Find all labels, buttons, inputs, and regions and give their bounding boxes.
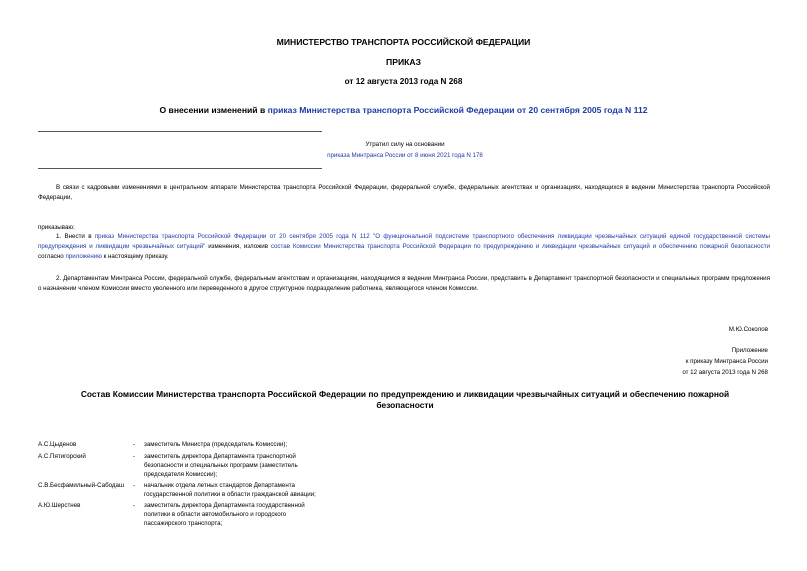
member-name: С.В.Бесфамильный-Сабодаш (38, 482, 124, 489)
preamble: В связи с кадровыми изменениями в центральном аппарате Министерства транспорта Российской Федерации, федеральной службе, федеральных агентствах и организациях, находящихся в ведении Министерства транспорта Российской Федерации, (38, 184, 770, 201)
item-1-mid2: согласно (38, 253, 66, 260)
item-1-link-appendix[interactable]: приложению (65, 253, 102, 260)
member-dash: - (133, 482, 136, 489)
item-1 (38, 232, 770, 262)
doc-date-number: от 12 августа 2013 года N 268 (344, 77, 463, 86)
doc-title-prefix: О внесении изменений в (159, 105, 268, 115)
item-1-start: 1. Внести в (56, 233, 95, 240)
appendix-ref: к приказу Минтранса России (685, 358, 768, 365)
appendix-date: от 12 августа 2013 года N 268 (682, 369, 768, 376)
status-text: Утратил силу на основании (365, 141, 445, 148)
doc-title (0, 105, 807, 115)
ministry-title: МИНИСТЕРСТВО ТРАНСПОРТА РОССИЙСКОЙ ФЕДЕРАЦИИ (276, 37, 531, 47)
order-word: приказываю: (38, 224, 75, 231)
appendix-heading: Состав Комиссии Министерства транспорта Российской Федерации по предупреждению и ликвидации чрезвычайных ситуаций и обеспечению пожарной безопасности (80, 389, 730, 410)
signature: М.Ю.Соколов (728, 326, 768, 333)
member-dash: - (133, 502, 136, 509)
status-link[interactable]: приказа Минтранса России от 8 июня 2021 года N 178 (327, 152, 483, 159)
divider-bottom (38, 168, 322, 169)
member-role: заместитель директора Департамента государственной политики в области автомобильного и городского пассажирского транспорта; (144, 502, 305, 527)
appendix-label: Приложение (731, 347, 768, 354)
doc-title-link[interactable]: приказ Министерства транспорта Российской Федерации от 20 сентября 2005 года N 112 (267, 105, 648, 115)
member-name: А.С.Цыденов (38, 441, 77, 448)
item-1-link-composition[interactable]: состав Комиссии Министерства транспорта Российской Федерации по предупреждению и ликвидации чрезвычайных ситуаций и обеспечению пожарной безопасности (270, 243, 770, 250)
member-name: А.Ю.Шерстнев (38, 502, 81, 509)
member-dash: - (133, 453, 136, 460)
item-2: 2. Департаментам Минтранса России, федеральной службе, федеральным агентствам и организациям, находящимся в ведении Минтранса России, представить в Департамент транспортной безопасности и специальных программ предложения о назначении членом Комиссии вместо уволенного или переведенного в другое структурное подразделение работника, являющегося членом Комиссии. (38, 275, 770, 292)
member-role: заместитель Министра (председатель Комиссии); (144, 441, 288, 448)
member-name: А.С.Пятигорский (38, 453, 86, 460)
divider-top (38, 131, 322, 132)
item-1-end: к настоящему приказу. (101, 253, 169, 260)
item-1-mid: изменения, изложив (205, 243, 271, 250)
member-role: начальник отдела летных стандартов Департамента государственной политики в области гражданской авиации; (144, 482, 316, 498)
member-role: заместитель директора Департамента транспортной безопасности и специальных программ (заместитель председателя Комиссии); (144, 453, 298, 478)
item-1-link-order[interactable]: приказ Министерства транспорта Российской Федерации от 20 сентября 2005 года N 112 "О функциональной подсистеме транспортного обеспечения ликвидации чрезвычайных ситуаций единой государственной системы предупреждения и ликвидации чрезвычайных ситуаций" (38, 233, 770, 250)
doc-type: ПРИКАЗ (386, 57, 421, 67)
member-dash: - (133, 441, 136, 448)
